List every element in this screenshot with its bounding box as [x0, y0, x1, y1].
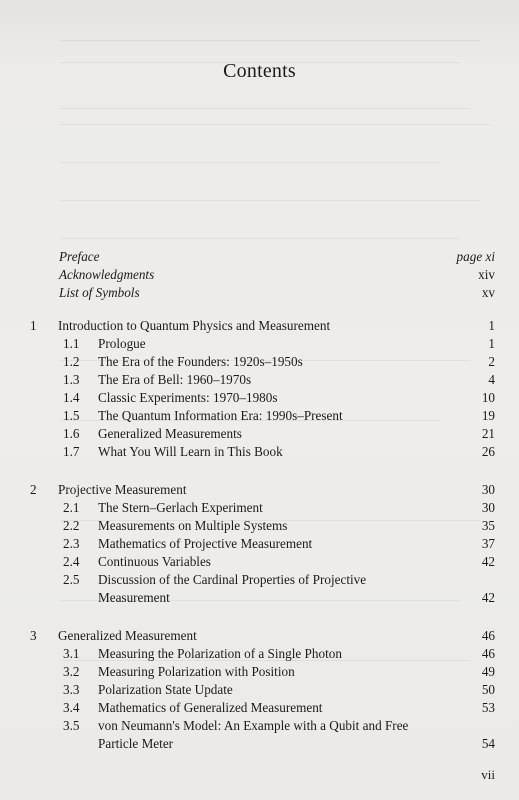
section-title-continued: Measurement [98, 590, 170, 605]
toc-section-entry [0, 716, 519, 736]
section-page: 10 [481, 390, 495, 405]
entry-page: page xi [456, 249, 495, 264]
section-page: 4 [488, 372, 495, 387]
toc-section-entry [0, 534, 519, 554]
toc-section-entry [0, 552, 519, 572]
section-number: 3.1 [63, 646, 80, 661]
toc-section-entry [0, 334, 519, 354]
toc-section-entry [0, 370, 519, 390]
toc-section-entry [0, 570, 519, 590]
toc-section-entry [0, 388, 519, 408]
page-folio: vii [481, 767, 495, 782]
section-number: 1.6 [63, 426, 80, 441]
section-number: 3.3 [63, 682, 80, 697]
section-title: The Quantum Information Era: 1990s–Present [98, 408, 343, 423]
toc-section-entry [0, 516, 519, 536]
entry-title: List of Symbols [59, 285, 140, 300]
section-page: 42 [481, 590, 495, 605]
section-page: 46 [481, 646, 495, 661]
toc-section-entry [0, 352, 519, 372]
section-number: 2.1 [63, 500, 80, 515]
toc-section-entry [0, 498, 519, 518]
section-title: Measurements on Multiple Systems [98, 518, 288, 533]
section-page: 26 [481, 444, 495, 459]
section-title: The Era of Bell: 1960–1970s [98, 372, 252, 387]
section-number: 1.5 [63, 408, 80, 423]
toc-section-entry [0, 662, 519, 682]
section-title: Mathematics of Generalized Measurement [98, 700, 323, 715]
section-number: 1.3 [63, 372, 80, 387]
section-title: Mathematics of Projective Measurement [98, 536, 313, 551]
section-title: The Stern–Gerlach Experiment [98, 500, 263, 515]
section-page: 42 [481, 554, 495, 569]
section-title: Prologue [98, 336, 146, 351]
entry-page: xiv [478, 267, 495, 282]
chapter-page: 46 [481, 628, 495, 643]
section-title: Discussion of the Cardinal Properties of Projective [98, 572, 367, 587]
chapter-page: 1 [488, 318, 495, 333]
toc-section-entry [0, 644, 519, 664]
toc-section-entry [0, 406, 519, 426]
toc-chapter-entry [0, 480, 519, 500]
section-title: The Era of the Founders: 1920s–1950s [98, 354, 303, 369]
chapter-title: Generalized Measurement [58, 628, 197, 643]
section-page: 21 [481, 426, 495, 441]
section-number: 3.5 [63, 718, 80, 733]
section-page: 50 [481, 682, 495, 697]
section-title: Classic Experiments: 1970–1980s [98, 390, 278, 405]
toc-section-entry-continued [0, 734, 519, 754]
toc-section-entry-continued [0, 588, 519, 608]
entry-title: Acknowledgments [59, 267, 155, 282]
section-number: 2.3 [63, 536, 80, 551]
section-number: 2.2 [63, 518, 80, 533]
toc-section-entry [0, 442, 519, 462]
section-number: 2.4 [63, 554, 80, 569]
section-page: 30 [481, 500, 495, 515]
toc-section-entry [0, 680, 519, 700]
toc-chapter-entry [0, 626, 519, 646]
section-page: 37 [481, 536, 495, 551]
section-number: 3.4 [63, 700, 80, 715]
section-page: 53 [481, 700, 495, 715]
entry-page: xv [481, 285, 495, 300]
section-number: 3.2 [63, 664, 80, 679]
section-number: 1.7 [63, 444, 80, 459]
section-title: Polarization State Update [98, 682, 233, 697]
section-title: What You Will Learn in This Book [98, 444, 283, 459]
section-number: 2.5 [63, 572, 80, 587]
section-page: 1 [488, 336, 495, 351]
chapter-number: 2 [30, 482, 37, 497]
chapter-page: 30 [481, 482, 495, 497]
section-page: 2 [488, 354, 495, 369]
section-title: Measuring the Polarization of a Single Photon [98, 646, 342, 661]
page-title: Contents [223, 60, 296, 82]
toc-section-entry [0, 698, 519, 718]
section-page: 35 [481, 518, 495, 533]
toc-entry-front-matter [0, 265, 519, 285]
section-page: 49 [481, 664, 495, 679]
section-page: 19 [481, 408, 495, 423]
section-title: Measuring Polarization with Position [98, 664, 295, 679]
chapter-title: Projective Measurement [58, 482, 187, 497]
section-title: Continuous Variables [98, 554, 211, 569]
section-title: Generalized Measurements [98, 426, 242, 441]
toc-entry-front-matter [0, 247, 519, 267]
toc-section-entry [0, 424, 519, 444]
toc-entry-front-matter [0, 283, 519, 303]
section-number: 1.4 [63, 390, 80, 405]
chapter-number: 1 [30, 318, 37, 333]
section-title-continued: Particle Meter [98, 736, 174, 751]
toc-chapter-entry [0, 316, 519, 336]
section-title: von Neumann's Model: An Example with a Qubit and Free [98, 718, 409, 733]
chapter-number: 3 [30, 628, 37, 643]
chapter-title: Introduction to Quantum Physics and Measurement [58, 318, 331, 333]
section-number: 1.2 [63, 354, 80, 369]
section-number: 1.1 [63, 336, 80, 351]
entry-title: Preface [59, 249, 100, 264]
section-page: 54 [481, 736, 495, 751]
